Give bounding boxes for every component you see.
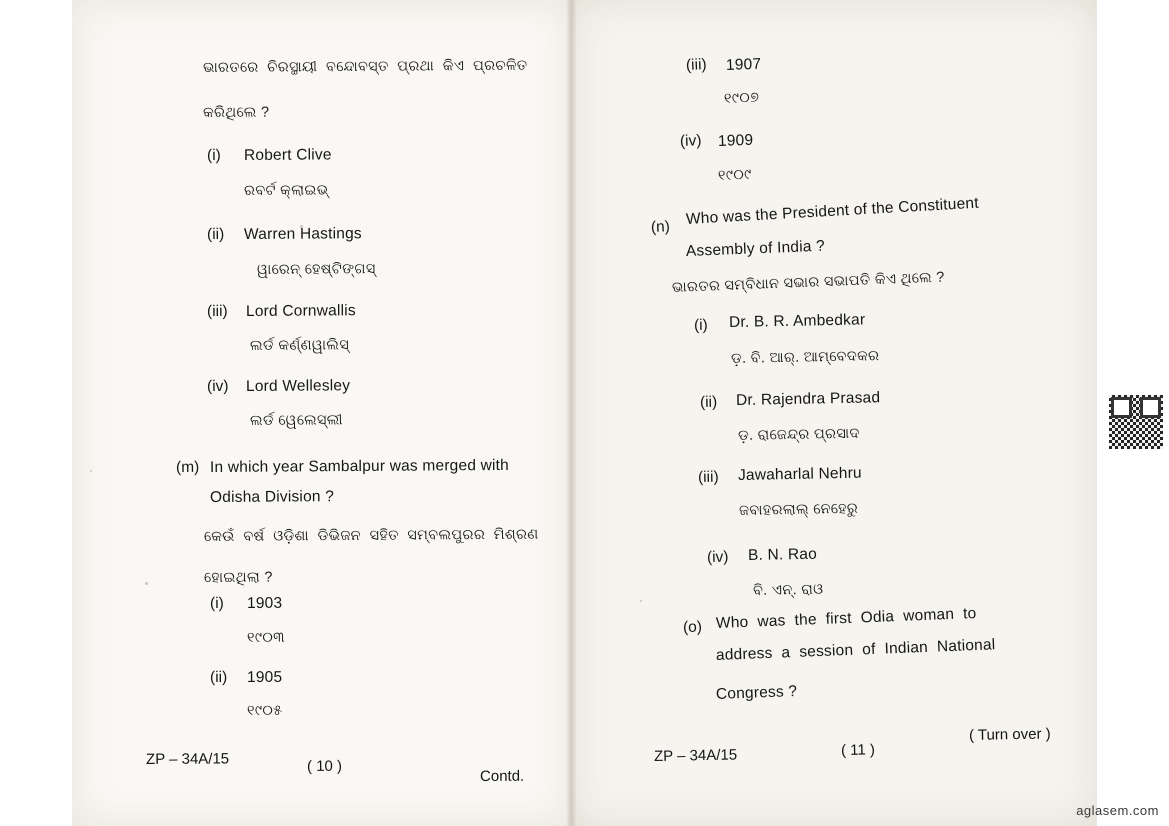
option-marker: (iv) (706, 548, 729, 566)
option-marker: (i) (209, 594, 224, 612)
question-o-english-line2: address a session of Indian National (715, 636, 996, 664)
question-m-odia-line2: ହୋଇଥିଲା ? (203, 569, 273, 586)
option-odia-text: ରବର୍ଟ କ୍ଲାଇଭ୍ (243, 182, 329, 199)
option-odia-text: ଲର୍ଡ କର୍ଣ୍ଣୱାଲିସ୍ (249, 337, 350, 354)
scan-speck (300, 225, 303, 228)
option-odia-text: ୧୯୦୫ (246, 702, 283, 719)
option-odia-text: ୱାରେନ୍ ହେଷ୍ଟିଙ୍ଗସ୍ (256, 261, 376, 278)
option-english-text: Jawaharlal Nehru (737, 464, 862, 484)
scan-speck (145, 582, 148, 585)
option-marker: (ii) (209, 668, 228, 686)
option-english-text: 1909 (717, 131, 754, 150)
option-marker: (ii) (699, 393, 718, 411)
right-page-content (576, 0, 1097, 826)
option-odia-text: ୧୯୦୩ (246, 629, 285, 646)
right-footer-page-number: ( 11 ) (840, 741, 876, 759)
option-marker: (iv) (206, 377, 229, 395)
option-odia-text: ୧୯୦୭ (723, 89, 760, 107)
question-n-marker: (n) (650, 218, 671, 236)
right-footer-note: ( Turn over ) (968, 725, 1051, 744)
option-english-text: Dr. B. R. Ambedkar (728, 311, 866, 331)
option-english-text: 1907 (725, 55, 762, 74)
option-odia-text: ଡ଼. ବି. ଆର୍. ଆମ୍ବେଦକର (730, 348, 880, 367)
option-marker: (i) (206, 146, 221, 164)
option-english-text: 1903 (246, 594, 283, 612)
option-marker: (ii) (206, 225, 225, 243)
question-l-odia-stem-line1: ଭାରତରେ ଚିରସ୍ଥାୟୀ ବନ୍ଦୋବସ୍ତ ପ୍ରଥା କିଏ ପ୍ରଚଳିତ (202, 57, 528, 76)
scan-speck (90, 470, 92, 472)
option-odia-text: ଜବାହରଲାଲ୍ ନେହେରୁ (738, 500, 859, 519)
question-n-english-line1: Who was the President of the Constituent (685, 194, 980, 228)
left-white-margin (0, 0, 72, 826)
question-o-marker: (o) (682, 618, 703, 636)
question-n-odia-line1: ଭାରତର ସମ୍ବିଧାନ ସଭାର ସଭାପତି କିଏ ଥିଲେ ? (671, 269, 945, 296)
option-english-text: Lord Cornwallis (245, 302, 356, 320)
question-m-english-line1: In which year Sambalpur was merged with (209, 456, 510, 476)
question-m-english-line2: Odisha Division ? (209, 488, 335, 506)
option-odia-text: ୧୯୦୯ (717, 166, 752, 184)
page-gutter-shadow (566, 0, 576, 826)
option-odia-text: ବି. ଏନ୍. ରାଓ (752, 581, 824, 599)
option-english-text: Lord Wellesley (245, 377, 351, 395)
option-english-text: Dr. Rajendra Prasad (735, 389, 881, 409)
option-odia-text: ଡ଼. ରାଜେନ୍ଦ୍ର ପ୍ରସାଦ (737, 425, 860, 444)
option-marker: (iv) (679, 132, 702, 150)
option-marker: (iii) (697, 468, 719, 486)
option-english-text: B. N. Rao (747, 545, 818, 564)
left-footer-paper-code: ZP – 34A/15 (145, 750, 230, 768)
option-english-text: Robert Clive (243, 146, 332, 164)
question-o-english-line3: Congress ? (715, 682, 798, 703)
question-m-marker: (m) (175, 458, 200, 476)
option-odia-text: ଲର୍ଡ ୱେଲେସ୍ଲୀ (249, 412, 343, 429)
option-marker: (i) (693, 316, 708, 334)
question-o-english-line1: Who was the first Odia woman to (715, 605, 977, 632)
option-marker: (iii) (206, 302, 228, 320)
left-footer-note: Contd. (479, 767, 525, 785)
scan-speck (640, 600, 642, 602)
qr-code-icon (1109, 395, 1163, 449)
corner-watermark-text: aglasem.com (1076, 803, 1159, 818)
right-footer-paper-code: ZP – 34A/15 (653, 746, 738, 765)
option-english-text: 1905 (246, 668, 283, 686)
question-l-odia-stem-line2: କରିଥିଲେ ? (202, 104, 270, 121)
option-english-text: Warren Hastings (243, 225, 362, 243)
question-m-odia-line1: କେଉଁ ବର୍ଷ ଓଡ଼ିଶା ଡିଭିଜନ ସହିତ ସମ୍ବଲପୁରର ମିଶ୍ରଣ (203, 526, 539, 545)
option-marker: (iii) (685, 56, 707, 74)
left-page-content (72, 0, 566, 826)
left-footer-page-number: ( 10 ) (306, 757, 343, 775)
question-n-english-line2: Assembly of India ? (685, 237, 826, 260)
